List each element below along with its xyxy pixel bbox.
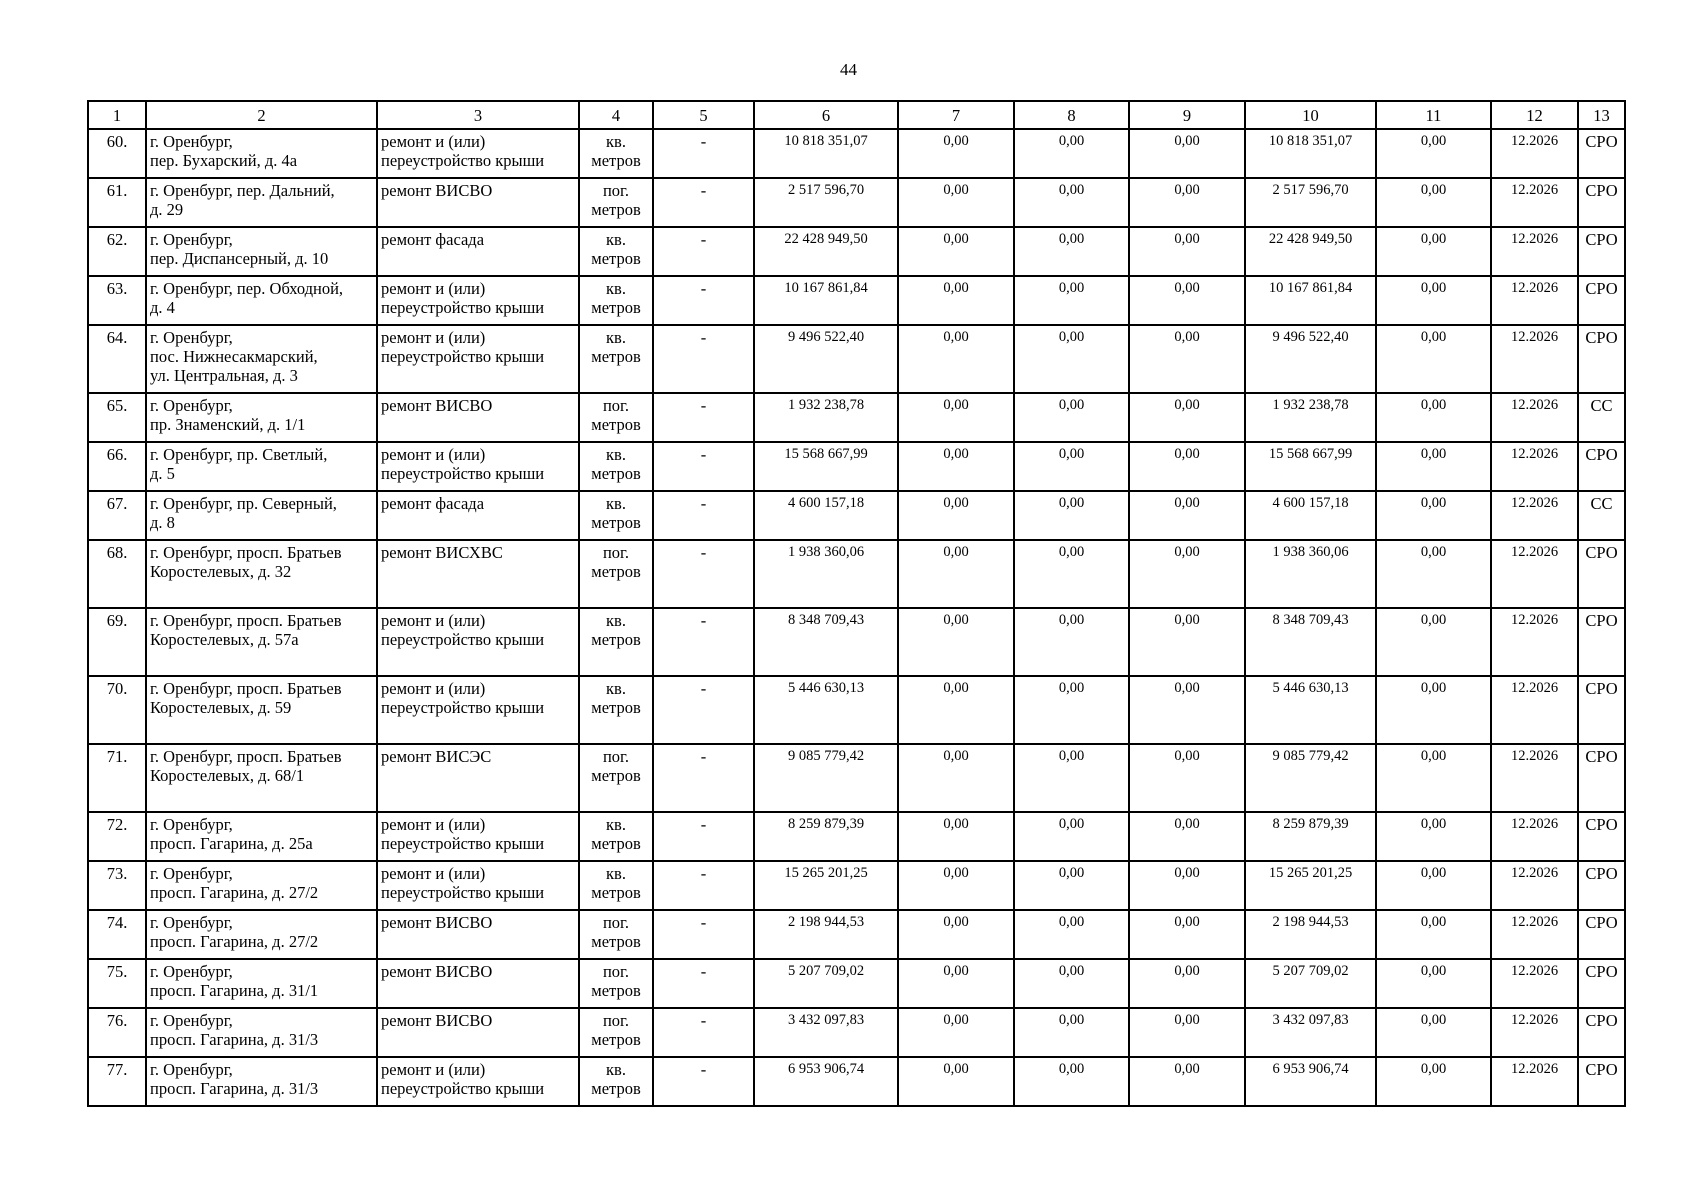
work-type-cell: ремонт и (или) переустройство крыши — [377, 1057, 579, 1106]
repair-program-table — [87, 100, 1626, 1107]
row-number: 64. — [88, 325, 146, 393]
regional-funds-cell: 0,00 — [1014, 442, 1129, 491]
fund-method-cell: СС — [1578, 491, 1625, 540]
regional-funds-cell: 0,00 — [1014, 129, 1129, 178]
quantity-cell: - — [653, 325, 754, 393]
unit-cell: пог. метров — [579, 959, 653, 1008]
regional-funds-cell: 0,00 — [1014, 676, 1129, 744]
quantity-cell: - — [653, 1057, 754, 1106]
table-row — [88, 861, 1625, 910]
completion-date-cell: 12.2026 — [1491, 227, 1578, 276]
address-cell: г. Оренбург, просп. Братьев Коростелевых, д. 32 — [146, 540, 377, 608]
fund-method-cell: СРО — [1578, 959, 1625, 1008]
local-funds-cell: 0,00 — [1129, 276, 1245, 325]
unit-cell: пог. метров — [579, 910, 653, 959]
quantity-cell: - — [653, 540, 754, 608]
work-type-cell: ремонт ВИСВО — [377, 178, 579, 227]
fund-method-cell: СРО — [1578, 744, 1625, 812]
fund-method-cell: СРО — [1578, 676, 1625, 744]
federal-funds-cell: 0,00 — [898, 676, 1014, 744]
unit-cell: пог. метров — [579, 1008, 653, 1057]
regional-funds-cell: 0,00 — [1014, 959, 1129, 1008]
row-number: 73. — [88, 861, 146, 910]
total-cost-cell: 10 818 351,07 — [754, 129, 898, 178]
other-funds-cell: 0,00 — [1376, 1008, 1491, 1057]
table-row — [88, 178, 1625, 227]
work-type-cell: ремонт и (или) переустройство крыши — [377, 276, 579, 325]
table-row — [88, 442, 1625, 491]
unit-cell: кв. метров — [579, 608, 653, 676]
column-header: 6 — [754, 101, 898, 129]
column-header: 9 — [1129, 101, 1245, 129]
completion-date-cell: 12.2026 — [1491, 676, 1578, 744]
column-header: 5 — [653, 101, 754, 129]
local-funds-cell: 0,00 — [1129, 608, 1245, 676]
fund-method-cell: СРО — [1578, 861, 1625, 910]
regional-funds-cell: 0,00 — [1014, 1057, 1129, 1106]
owner-funds-cell: 10 167 861,84 — [1245, 276, 1376, 325]
unit-cell: пог. метров — [579, 540, 653, 608]
quantity-cell: - — [653, 861, 754, 910]
completion-date-cell: 12.2026 — [1491, 442, 1578, 491]
quantity-cell: - — [653, 676, 754, 744]
federal-funds-cell: 0,00 — [898, 608, 1014, 676]
row-number: 63. — [88, 276, 146, 325]
other-funds-cell: 0,00 — [1376, 178, 1491, 227]
owner-funds-cell: 2 517 596,70 — [1245, 178, 1376, 227]
owner-funds-cell: 22 428 949,50 — [1245, 227, 1376, 276]
column-header: 10 — [1245, 101, 1376, 129]
quantity-cell: - — [653, 1008, 754, 1057]
total-cost-cell: 8 259 879,39 — [754, 812, 898, 861]
regional-funds-cell: 0,00 — [1014, 910, 1129, 959]
regional-funds-cell: 0,00 — [1014, 812, 1129, 861]
other-funds-cell: 0,00 — [1376, 608, 1491, 676]
column-header: 7 — [898, 101, 1014, 129]
table-row — [88, 227, 1625, 276]
work-type-cell: ремонт и (или) переустройство крыши — [377, 812, 579, 861]
federal-funds-cell: 0,00 — [898, 178, 1014, 227]
other-funds-cell: 0,00 — [1376, 861, 1491, 910]
unit-cell: кв. метров — [579, 1057, 653, 1106]
local-funds-cell: 0,00 — [1129, 1057, 1245, 1106]
regional-funds-cell: 0,00 — [1014, 744, 1129, 812]
column-header: 1 — [88, 101, 146, 129]
total-cost-cell: 6 953 906,74 — [754, 1057, 898, 1106]
table-body — [88, 129, 1625, 1106]
unit-cell: кв. метров — [579, 227, 653, 276]
row-number: 77. — [88, 1057, 146, 1106]
completion-date-cell: 12.2026 — [1491, 276, 1578, 325]
fund-method-cell: СРО — [1578, 442, 1625, 491]
quantity-cell: - — [653, 491, 754, 540]
unit-cell: кв. метров — [579, 129, 653, 178]
federal-funds-cell: 0,00 — [898, 325, 1014, 393]
total-cost-cell: 15 265 201,25 — [754, 861, 898, 910]
column-header: 4 — [579, 101, 653, 129]
local-funds-cell: 0,00 — [1129, 1008, 1245, 1057]
column-number-row — [88, 101, 1625, 129]
completion-date-cell: 12.2026 — [1491, 744, 1578, 812]
row-number: 65. — [88, 393, 146, 442]
regional-funds-cell: 0,00 — [1014, 1008, 1129, 1057]
owner-funds-cell: 8 348 709,43 — [1245, 608, 1376, 676]
local-funds-cell: 0,00 — [1129, 442, 1245, 491]
quantity-cell: - — [653, 178, 754, 227]
other-funds-cell: 0,00 — [1376, 393, 1491, 442]
fund-method-cell: СРО — [1578, 1057, 1625, 1106]
fund-method-cell: СРО — [1578, 227, 1625, 276]
work-type-cell: ремонт и (или) переустройство крыши — [377, 608, 579, 676]
quantity-cell: - — [653, 744, 754, 812]
fund-method-cell: СРО — [1578, 608, 1625, 676]
address-cell: г. Оренбург, просп. Гагарина, д. 31/3 — [146, 1008, 377, 1057]
table-row — [88, 491, 1625, 540]
total-cost-cell: 3 432 097,83 — [754, 1008, 898, 1057]
other-funds-cell: 0,00 — [1376, 325, 1491, 393]
regional-funds-cell: 0,00 — [1014, 276, 1129, 325]
local-funds-cell: 0,00 — [1129, 491, 1245, 540]
fund-method-cell: СС — [1578, 393, 1625, 442]
other-funds-cell: 0,00 — [1376, 540, 1491, 608]
row-number: 62. — [88, 227, 146, 276]
owner-funds-cell: 9 085 779,42 — [1245, 744, 1376, 812]
owner-funds-cell: 3 432 097,83 — [1245, 1008, 1376, 1057]
row-number: 61. — [88, 178, 146, 227]
quantity-cell: - — [653, 608, 754, 676]
local-funds-cell: 0,00 — [1129, 393, 1245, 442]
address-cell: г. Оренбург, пер. Диспансерный, д. 10 — [146, 227, 377, 276]
work-type-cell: ремонт и (или) переустройство крыши — [377, 129, 579, 178]
address-cell: г. Оренбург, пр. Знаменский, д. 1/1 — [146, 393, 377, 442]
other-funds-cell: 0,00 — [1376, 491, 1491, 540]
regional-funds-cell: 0,00 — [1014, 325, 1129, 393]
local-funds-cell: 0,00 — [1129, 861, 1245, 910]
table-row — [88, 744, 1625, 812]
unit-cell: кв. метров — [579, 676, 653, 744]
local-funds-cell: 0,00 — [1129, 910, 1245, 959]
owner-funds-cell: 10 818 351,07 — [1245, 129, 1376, 178]
quantity-cell: - — [653, 129, 754, 178]
work-type-cell: ремонт ВИСВО — [377, 1008, 579, 1057]
federal-funds-cell: 0,00 — [898, 442, 1014, 491]
page-number: 44 — [840, 60, 857, 79]
work-type-cell: ремонт ВИСЭС — [377, 744, 579, 812]
regional-funds-cell: 0,00 — [1014, 393, 1129, 442]
completion-date-cell: 12.2026 — [1491, 812, 1578, 861]
completion-date-cell: 12.2026 — [1491, 910, 1578, 959]
work-type-cell: ремонт ВИСВО — [377, 959, 579, 1008]
table-row — [88, 608, 1625, 676]
total-cost-cell: 1 938 360,06 — [754, 540, 898, 608]
row-number: 72. — [88, 812, 146, 861]
unit-cell: кв. метров — [579, 812, 653, 861]
work-type-cell: ремонт фасада — [377, 491, 579, 540]
total-cost-cell: 15 568 667,99 — [754, 442, 898, 491]
quantity-cell: - — [653, 393, 754, 442]
federal-funds-cell: 0,00 — [898, 393, 1014, 442]
regional-funds-cell: 0,00 — [1014, 178, 1129, 227]
address-cell: г. Оренбург, пр. Северный, д. 8 — [146, 491, 377, 540]
row-number: 75. — [88, 959, 146, 1008]
address-cell: г. Оренбург, просп. Гагарина, д. 31/3 — [146, 1057, 377, 1106]
address-cell: г. Оренбург, пер. Бухарский, д. 4а — [146, 129, 377, 178]
column-header: 11 — [1376, 101, 1491, 129]
local-funds-cell: 0,00 — [1129, 744, 1245, 812]
local-funds-cell: 0,00 — [1129, 325, 1245, 393]
unit-cell: кв. метров — [579, 442, 653, 491]
owner-funds-cell: 4 600 157,18 — [1245, 491, 1376, 540]
quantity-cell: - — [653, 442, 754, 491]
table-row — [88, 393, 1625, 442]
address-cell: г. Оренбург, просп. Гагарина, д. 25а — [146, 812, 377, 861]
table-row — [88, 676, 1625, 744]
other-funds-cell: 0,00 — [1376, 1057, 1491, 1106]
local-funds-cell: 0,00 — [1129, 178, 1245, 227]
unit-cell: кв. метров — [579, 325, 653, 393]
local-funds-cell: 0,00 — [1129, 129, 1245, 178]
fund-method-cell: СРО — [1578, 910, 1625, 959]
fund-method-cell: СРО — [1578, 812, 1625, 861]
completion-date-cell: 12.2026 — [1491, 1008, 1578, 1057]
unit-cell: пог. метров — [579, 178, 653, 227]
total-cost-cell: 2 198 944,53 — [754, 910, 898, 959]
completion-date-cell: 12.2026 — [1491, 325, 1578, 393]
table-row — [88, 910, 1625, 959]
local-funds-cell: 0,00 — [1129, 540, 1245, 608]
completion-date-cell: 12.2026 — [1491, 491, 1578, 540]
row-number: 76. — [88, 1008, 146, 1057]
fund-method-cell: СРО — [1578, 540, 1625, 608]
federal-funds-cell: 0,00 — [898, 1057, 1014, 1106]
regional-funds-cell: 0,00 — [1014, 227, 1129, 276]
other-funds-cell: 0,00 — [1376, 442, 1491, 491]
local-funds-cell: 0,00 — [1129, 676, 1245, 744]
quantity-cell: - — [653, 276, 754, 325]
quantity-cell: - — [653, 812, 754, 861]
quantity-cell: - — [653, 910, 754, 959]
row-number: 66. — [88, 442, 146, 491]
owner-funds-cell: 8 259 879,39 — [1245, 812, 1376, 861]
column-header: 12 — [1491, 101, 1578, 129]
federal-funds-cell: 0,00 — [898, 276, 1014, 325]
unit-cell: пог. метров — [579, 393, 653, 442]
federal-funds-cell: 0,00 — [898, 812, 1014, 861]
address-cell: г. Оренбург, просп. Братьев Коростелевых, д. 59 — [146, 676, 377, 744]
other-funds-cell: 0,00 — [1376, 129, 1491, 178]
regional-funds-cell: 0,00 — [1014, 540, 1129, 608]
unit-cell: кв. метров — [579, 276, 653, 325]
fund-method-cell: СРО — [1578, 129, 1625, 178]
total-cost-cell: 1 932 238,78 — [754, 393, 898, 442]
address-cell: г. Оренбург, пер. Обходной, д. 4 — [146, 276, 377, 325]
federal-funds-cell: 0,00 — [898, 1008, 1014, 1057]
owner-funds-cell: 5 446 630,13 — [1245, 676, 1376, 744]
completion-date-cell: 12.2026 — [1491, 393, 1578, 442]
work-type-cell: ремонт ВИСВО — [377, 910, 579, 959]
local-funds-cell: 0,00 — [1129, 227, 1245, 276]
total-cost-cell: 22 428 949,50 — [754, 227, 898, 276]
address-cell: г. Оренбург, просп. Гагарина, д. 27/2 — [146, 910, 377, 959]
other-funds-cell: 0,00 — [1376, 910, 1491, 959]
row-number: 60. — [88, 129, 146, 178]
completion-date-cell: 12.2026 — [1491, 540, 1578, 608]
work-type-cell: ремонт и (или) переустройство крыши — [377, 676, 579, 744]
owner-funds-cell: 15 568 667,99 — [1245, 442, 1376, 491]
table-row — [88, 1008, 1625, 1057]
other-funds-cell: 0,00 — [1376, 276, 1491, 325]
address-cell: г. Оренбург, просп. Гагарина, д. 27/2 — [146, 861, 377, 910]
total-cost-cell: 5 446 630,13 — [754, 676, 898, 744]
local-funds-cell: 0,00 — [1129, 959, 1245, 1008]
federal-funds-cell: 0,00 — [898, 744, 1014, 812]
fund-method-cell: СРО — [1578, 1008, 1625, 1057]
federal-funds-cell: 0,00 — [898, 861, 1014, 910]
address-cell: г. Оренбург, пос. Нижнесакмарский, ул. Центральная, д. 3 — [146, 325, 377, 393]
quantity-cell: - — [653, 227, 754, 276]
other-funds-cell: 0,00 — [1376, 812, 1491, 861]
unit-cell: кв. метров — [579, 491, 653, 540]
owner-funds-cell: 9 496 522,40 — [1245, 325, 1376, 393]
work-type-cell: ремонт и (или) переустройство крыши — [377, 442, 579, 491]
regional-funds-cell: 0,00 — [1014, 861, 1129, 910]
row-number: 69. — [88, 608, 146, 676]
completion-date-cell: 12.2026 — [1491, 1057, 1578, 1106]
row-number: 71. — [88, 744, 146, 812]
owner-funds-cell: 15 265 201,25 — [1245, 861, 1376, 910]
owner-funds-cell: 6 953 906,74 — [1245, 1057, 1376, 1106]
row-number: 74. — [88, 910, 146, 959]
table-row — [88, 540, 1625, 608]
work-type-cell: ремонт и (или) переустройство крыши — [377, 325, 579, 393]
other-funds-cell: 0,00 — [1376, 959, 1491, 1008]
row-number: 67. — [88, 491, 146, 540]
owner-funds-cell: 1 932 238,78 — [1245, 393, 1376, 442]
completion-date-cell: 12.2026 — [1491, 959, 1578, 1008]
other-funds-cell: 0,00 — [1376, 744, 1491, 812]
work-type-cell: ремонт фасада — [377, 227, 579, 276]
column-header: 3 — [377, 101, 579, 129]
regional-funds-cell: 0,00 — [1014, 608, 1129, 676]
work-type-cell: ремонт ВИСВО — [377, 393, 579, 442]
owner-funds-cell: 5 207 709,02 — [1245, 959, 1376, 1008]
address-cell: г. Оренбург, просп. Братьев Коростелевых, д. 68/1 — [146, 744, 377, 812]
unit-cell: кв. метров — [579, 861, 653, 910]
quantity-cell: - — [653, 959, 754, 1008]
total-cost-cell: 5 207 709,02 — [754, 959, 898, 1008]
table-row — [88, 276, 1625, 325]
federal-funds-cell: 0,00 — [898, 910, 1014, 959]
other-funds-cell: 0,00 — [1376, 676, 1491, 744]
owner-funds-cell: 2 198 944,53 — [1245, 910, 1376, 959]
other-funds-cell: 0,00 — [1376, 227, 1491, 276]
total-cost-cell: 8 348 709,43 — [754, 608, 898, 676]
address-cell: г. Оренбург, просп. Братьев Коростелевых, д. 57а — [146, 608, 377, 676]
fund-method-cell: СРО — [1578, 178, 1625, 227]
total-cost-cell: 2 517 596,70 — [754, 178, 898, 227]
table-row — [88, 812, 1625, 861]
owner-funds-cell: 1 938 360,06 — [1245, 540, 1376, 608]
local-funds-cell: 0,00 — [1129, 812, 1245, 861]
work-type-cell: ремонт и (или) переустройство крыши — [377, 861, 579, 910]
unit-cell: пог. метров — [579, 744, 653, 812]
row-number: 68. — [88, 540, 146, 608]
address-cell: г. Оренбург, просп. Гагарина, д. 31/1 — [146, 959, 377, 1008]
federal-funds-cell: 0,00 — [898, 959, 1014, 1008]
federal-funds-cell: 0,00 — [898, 129, 1014, 178]
completion-date-cell: 12.2026 — [1491, 129, 1578, 178]
address-cell: г. Оренбург, пр. Светлый, д. 5 — [146, 442, 377, 491]
total-cost-cell: 10 167 861,84 — [754, 276, 898, 325]
table-row — [88, 959, 1625, 1008]
fund-method-cell: СРО — [1578, 276, 1625, 325]
column-header: 8 — [1014, 101, 1129, 129]
work-type-cell: ремонт ВИСХВС — [377, 540, 579, 608]
total-cost-cell: 9 496 522,40 — [754, 325, 898, 393]
address-cell: г. Оренбург, пер. Дальний, д. 29 — [146, 178, 377, 227]
table-row — [88, 1057, 1625, 1106]
column-header: 2 — [146, 101, 377, 129]
regional-funds-cell: 0,00 — [1014, 491, 1129, 540]
total-cost-cell: 4 600 157,18 — [754, 491, 898, 540]
table-row — [88, 325, 1625, 393]
federal-funds-cell: 0,00 — [898, 491, 1014, 540]
completion-date-cell: 12.2026 — [1491, 178, 1578, 227]
column-header: 13 — [1578, 101, 1625, 129]
total-cost-cell: 9 085 779,42 — [754, 744, 898, 812]
row-number: 70. — [88, 676, 146, 744]
federal-funds-cell: 0,00 — [898, 540, 1014, 608]
federal-funds-cell: 0,00 — [898, 227, 1014, 276]
completion-date-cell: 12.2026 — [1491, 608, 1578, 676]
table-row — [88, 129, 1625, 178]
fund-method-cell: СРО — [1578, 325, 1625, 393]
completion-date-cell: 12.2026 — [1491, 861, 1578, 910]
